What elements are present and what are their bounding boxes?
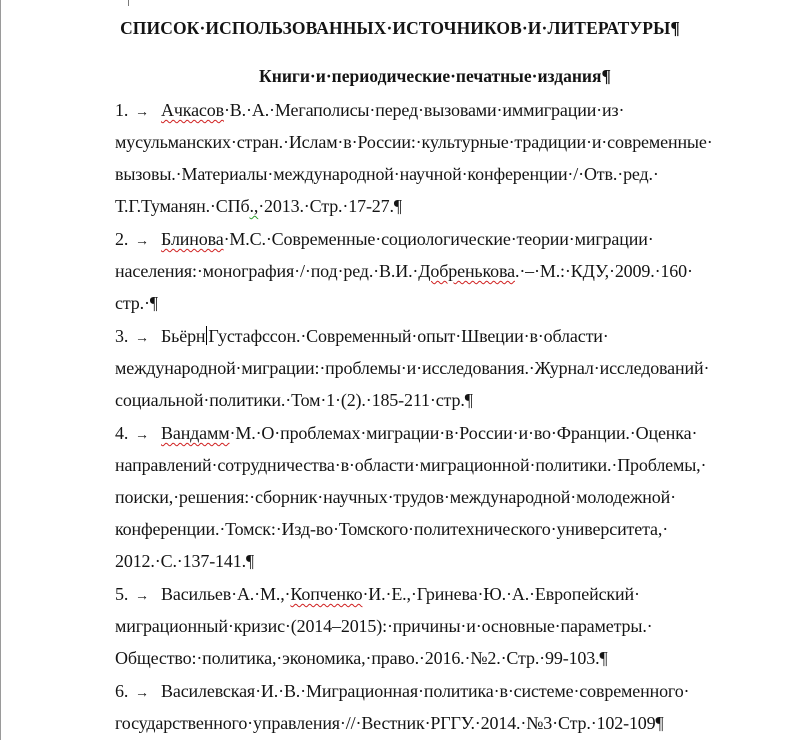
document-title: СПИСОК·ИСПОЛЬЗОВАННЫХ·ИСТОЧНИКОВ·И·ЛИТЕРАТУРЫ¶ xyxy=(120,18,680,38)
entry-text: Густафссон.·Современный·опыт·Швеции·в·области· xyxy=(208,326,609,346)
entry-text: Т.Г.Туманян.·СПб xyxy=(115,196,250,216)
tab-arrow-icon: → xyxy=(135,331,149,346)
entry-text-line: стр.·¶ xyxy=(115,293,158,313)
list-item xyxy=(115,423,697,444)
entry-author: Ачкасов xyxy=(161,100,224,120)
list-number: 4. xyxy=(115,423,129,443)
entry-text-line xyxy=(115,196,402,217)
list-item xyxy=(115,326,609,347)
entry-text: ·В.·А.·Мегаполисы·перед·вызовами·иммиграции·из· xyxy=(223,100,625,120)
entry-text: Бьёрн xyxy=(161,326,206,346)
entry-text-line: международной·миграции:·проблемы·и·исследования.·Журнал·исследований· xyxy=(115,358,710,378)
section-heading: Книги·и·периодические·печатные·издания¶ xyxy=(259,66,611,86)
entry-text: Добренькова xyxy=(418,261,515,281)
list-item xyxy=(115,681,689,702)
entry-text-line: государственного·управления·//·Вестник·РГГУ.·2014.·№3·Стр.·102-109¶ xyxy=(115,713,664,733)
list-number: 3. xyxy=(115,326,129,346)
entry-text-line: направлений·сотрудничества·в·области·миграционной·политики.·Проблемы,· xyxy=(115,455,707,475)
entry-text: ·И.·Е.,·Гринева·Ю.·А.·Европейский· xyxy=(362,584,640,604)
entry-text-line: социальной·политики.·Том·1·(2).·185-211·стр.¶ xyxy=(115,390,473,410)
entry-author: Копченко xyxy=(290,584,363,604)
list-item xyxy=(115,229,654,250)
entry-text-line: конференции.·Томск:·Изд-во·Томского·политехнического·университета,· xyxy=(115,519,669,539)
entry-author: Вандамм xyxy=(161,423,230,443)
tab-arrow-icon: → xyxy=(135,234,149,249)
entry-text: ·М.С.·Современные·социологические·теории·миграции· xyxy=(223,229,654,249)
tab-arrow-icon: → xyxy=(135,589,149,604)
entry-text-line: мусульманских·стран.·Ислам·в·России:·культурные·традиции·и·современные· xyxy=(115,132,713,152)
list-number: 1. xyxy=(115,100,129,120)
entry-text: Василевская·И.·В.·Миграционная·политика·в·системе·современного· xyxy=(161,681,690,701)
list-number: 5. xyxy=(115,584,129,604)
entry-text: Васильев·А.·М.,· xyxy=(161,584,291,604)
entry-text: .·–·М.:·КДУ,·2009.·160· xyxy=(514,261,693,281)
entry-text: населения:·монография·/·под·ред.·В.И.· xyxy=(115,261,419,281)
list-item xyxy=(115,100,624,121)
entry-text-line xyxy=(115,261,693,282)
entry-text: ·М.·О·проблемах·миграции·в·России·и·во·Франции.·Оценка· xyxy=(229,423,698,443)
entry-text-line: поиски,·решения:·сборник·научных·трудов·международной·молодежной· xyxy=(115,487,676,507)
tab-arrow-icon: → xyxy=(135,428,149,443)
entry-text-line: вызовы.·Материалы·международной·научной·конференции·/·Отв.·ред.· xyxy=(115,164,659,184)
entry-text: ., xyxy=(249,196,259,216)
list-number: 6. xyxy=(115,681,129,701)
entry-text-line: миграционный·кризис·(2014–2015):·причины·и·основные·параметры.· xyxy=(115,616,653,636)
list-number: 2. xyxy=(115,229,129,249)
entry-author: Блинова xyxy=(161,229,224,249)
entry-text-line: Общество:·политика,·экономика,·право.·2016.·№2.·Стр.·99-103.¶ xyxy=(115,648,608,668)
entry-text: ·2013.·Стр.·17-27.¶ xyxy=(258,196,402,216)
tab-arrow-icon: → xyxy=(135,686,149,701)
list-item xyxy=(115,584,640,605)
entry-text-line: 2012.·С.·137-141.¶ xyxy=(115,551,254,571)
tab-arrow-icon: → xyxy=(135,105,149,120)
